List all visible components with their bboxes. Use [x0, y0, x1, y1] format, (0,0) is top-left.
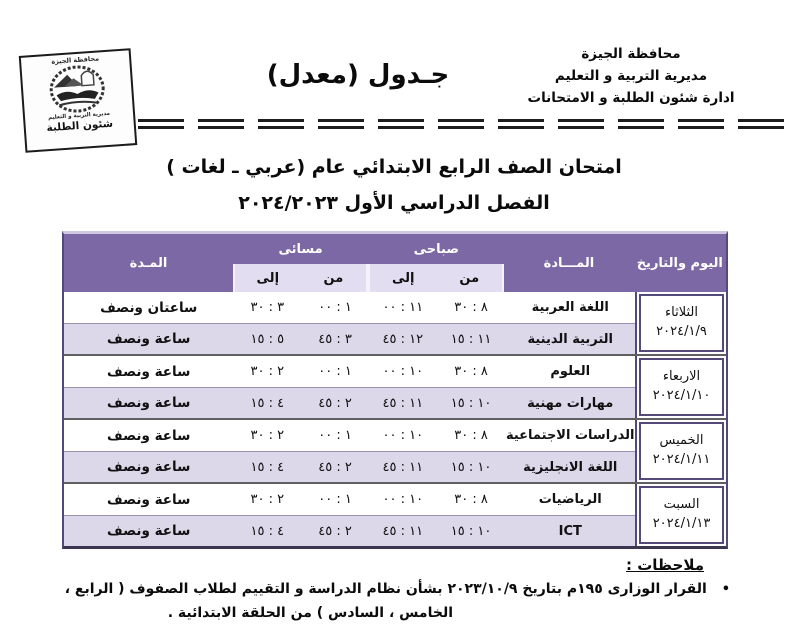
header-day-date: اليوم والتاريخ — [636, 255, 723, 271]
day-date-box — [639, 358, 724, 416]
day-date: ٢٠٢٤/١/٩ — [656, 324, 707, 339]
evening-to-cell: ٢ : ٣٠ — [250, 492, 285, 507]
evening-from-cell: ٢ : ٤٥ — [318, 395, 352, 411]
duration-cell: ساعة ونصف — [107, 363, 191, 380]
morning-to-cell: ١٢ : ٤٥ — [382, 331, 424, 347]
header-subject: المـــادة — [543, 255, 595, 271]
day-name: الثلاثاء — [665, 305, 698, 321]
evening-to-cell: ٤ : ١٥ — [250, 459, 285, 475]
day-name: السبت — [663, 497, 700, 513]
day-date-cell — [635, 420, 726, 482]
day-name: الاربعاء — [662, 369, 701, 385]
evening-from-cell: ٢ : ٤٥ — [318, 523, 352, 539]
duration-cell: ساعة ونصف — [107, 459, 191, 475]
note-decree-line — [40, 581, 730, 597]
evening-to-cell: ٣ : ٣٠ — [250, 300, 285, 315]
header-morning: صباحى — [413, 241, 459, 257]
header-evening: مسائى — [278, 241, 323, 257]
table-row — [64, 387, 635, 418]
table-row — [64, 356, 635, 387]
duration-cell: ساعتان ونصف — [100, 299, 198, 316]
table-row — [64, 292, 635, 323]
evening-to-cell: ٤ : ١٥ — [250, 395, 285, 411]
evening-from-cell: ١ : ٠٠ — [318, 364, 352, 379]
org-directorate: مديرية التربية و التعليم — [554, 67, 708, 84]
day-group-tuesday — [64, 292, 726, 354]
school-stamp — [19, 48, 137, 153]
day-date: ٢٠٢٤/١/١٠ — [652, 388, 711, 403]
evening-from-cell: ١ : ٠٠ — [318, 428, 352, 443]
day-date-box — [639, 294, 724, 352]
subject-cell: التربية الدينية — [527, 331, 614, 347]
exam-schedule-table — [62, 231, 728, 549]
note-text-before-date: القرار الوزارى ١٩٥م بتاريخ — [522, 581, 707, 597]
day-date: ٢٠٢٤/١/١٣ — [652, 516, 711, 531]
header-morning-to: إلى — [391, 270, 415, 286]
morning-from-cell: ٨ : ٣٠ — [454, 428, 488, 443]
day-rows — [64, 484, 635, 546]
morning-from-cell: ٨ : ٣٠ — [454, 492, 488, 507]
table-header — [64, 234, 726, 292]
stamp-student-affairs-label: شئون الطلبة — [46, 117, 114, 135]
evening-from-cell: ١ : ٠٠ — [318, 492, 352, 507]
day-date-box — [639, 422, 724, 480]
subject-cell: اللغة الانجليزية — [523, 459, 618, 475]
subject-cell: ICT — [558, 523, 582, 539]
morning-from-cell: ١٠ : ١٥ — [450, 459, 492, 475]
duration-cell: ساعة ونصف — [107, 427, 191, 444]
duration-cell: ساعة ونصف — [107, 491, 191, 508]
day-group-wednesday — [64, 354, 726, 418]
note-decree-line-2: الخامس ، السادس ) من الحلقة الابتدائية . — [167, 605, 453, 621]
subject-cell: مهارات مهنية — [527, 395, 614, 411]
morning-from-cell: ١٠ : ١٥ — [450, 523, 492, 539]
stamp-governorate-label: محافظة الجيزة — [51, 54, 100, 66]
dash-line-bottom — [138, 126, 788, 129]
subject-cell: اللغة العربية — [531, 300, 609, 315]
header-morning-from: من — [459, 270, 480, 286]
header-evening-group — [233, 234, 368, 292]
org-governorate: محافظة الجيزة — [581, 46, 681, 62]
day-group-thursday — [64, 418, 726, 482]
morning-to-cell: ١١ : ٠٠ — [382, 300, 424, 315]
dashed-divider — [138, 119, 788, 133]
header-evening-sub — [233, 264, 368, 292]
subject-cell: الرياضيات — [538, 492, 602, 507]
duration-cell: ساعة ونصف — [107, 395, 191, 411]
evening-to-cell: ٥ : ١٥ — [250, 331, 285, 347]
day-date-cell — [635, 356, 726, 418]
morning-to-cell: ١٠ : ٠٠ — [382, 428, 424, 443]
subject-cell: الدراسات الاجتماعية — [505, 428, 635, 443]
day-group-saturday — [64, 482, 726, 546]
header-evening-to: إلى — [256, 270, 280, 286]
evening-from-cell: ١ : ٠٠ — [318, 300, 352, 315]
table-row — [64, 484, 635, 515]
note-decree-date: ٢٠٢٣/١٠/٩ — [447, 581, 518, 597]
note-text-after-date: بشأن نظام الدراسة و التقييم لطلاب الصفوف ( الرابع ، — [64, 581, 443, 597]
doc-label: جـدول (معدل) — [266, 60, 450, 90]
morning-from-cell: ٨ : ٣٠ — [454, 300, 488, 315]
semester-year: ٢٠٢٤/٢٠٢٣ — [238, 192, 338, 214]
subject-cell: العلوم — [550, 364, 591, 379]
evening-from-cell: ٣ : ٤٥ — [318, 331, 352, 347]
exam-title: امتحان الصف الرابع الابتدائي عام (عربي ـ لغات ) — [166, 156, 622, 178]
table-row — [64, 451, 635, 482]
duration-cell: ساعة ونصف — [107, 331, 191, 347]
semester-title-text: الفصل الدراسي الأول — [344, 192, 550, 214]
morning-to-cell: ١١ : ٤٥ — [382, 523, 424, 539]
bullet-icon: • — [721, 582, 730, 597]
day-rows — [64, 292, 635, 354]
morning-to-cell: ١١ : ٤٥ — [382, 395, 424, 411]
morning-from-cell: ٨ : ٣٠ — [454, 364, 488, 379]
morning-to-cell: ١٠ : ٠٠ — [382, 364, 424, 379]
semester-title — [0, 192, 788, 214]
notes-heading: ملاحظات : — [625, 556, 704, 574]
day-date-cell — [635, 292, 726, 354]
org-administration: ادارة شئون الطلبة و الامتحانات — [527, 89, 735, 106]
header-duration: المـدة — [129, 255, 168, 271]
morning-from-cell: ١١ : ١٥ — [450, 331, 492, 347]
stamp-directorate-label: مديرية التربية و التعليم — [47, 110, 111, 121]
morning-from-cell: ١٠ : ١٥ — [450, 395, 492, 411]
day-date: ٢٠٢٤/١/١١ — [652, 452, 711, 467]
table-row — [64, 420, 635, 451]
organization-header — [480, 44, 782, 110]
evening-to-cell: ٢ : ٣٠ — [250, 364, 285, 379]
table-row — [64, 323, 635, 354]
morning-to-cell: ١١ : ٤٥ — [382, 459, 424, 475]
table-row — [64, 515, 635, 546]
pyramids-wreath-emblem-icon — [42, 61, 111, 117]
evening-to-cell: ٢ : ٣٠ — [250, 428, 285, 443]
header-evening-from: من — [323, 270, 344, 286]
dash-line-top — [138, 119, 788, 122]
evening-to-cell: ٤ : ١٥ — [250, 523, 285, 539]
day-date-box — [639, 486, 724, 544]
evening-from-cell: ٢ : ٤٥ — [318, 459, 352, 475]
header-morning-sub — [368, 264, 504, 292]
header-morning-group — [368, 234, 504, 292]
day-rows — [64, 356, 635, 418]
day-date-cell — [635, 484, 726, 546]
morning-to-cell: ١٠ : ٠٠ — [382, 492, 424, 507]
day-name: الخميس — [659, 433, 704, 449]
day-rows — [64, 420, 635, 482]
duration-cell: ساعة ونصف — [107, 523, 191, 539]
